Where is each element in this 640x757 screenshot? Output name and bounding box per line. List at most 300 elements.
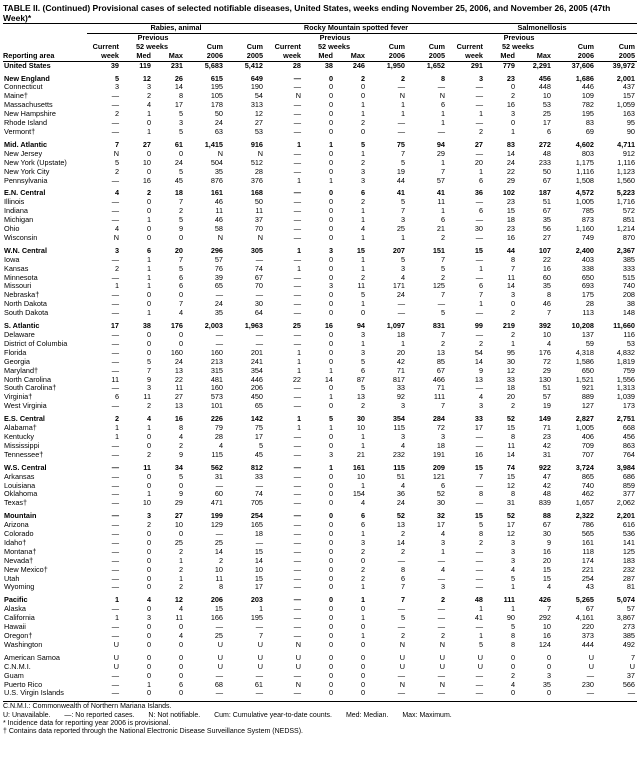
value-cell: 26 — [174, 74, 183, 83]
table-row — [3, 557, 637, 566]
value-cell: 90 — [506, 614, 515, 623]
value-cell: 354 — [250, 366, 263, 375]
value-cell: 81 — [626, 583, 635, 592]
value-cell: 1 — [328, 393, 333, 402]
value-cell: 24 — [174, 158, 183, 167]
value-cell: 1 — [360, 441, 365, 450]
value-cell: — — [255, 538, 263, 547]
value-cell: — — [293, 309, 301, 318]
table-row — [3, 623, 637, 632]
value-cell: 76 — [214, 264, 223, 273]
value-cell: 1,586 — [575, 357, 594, 366]
value-cell: N — [399, 640, 405, 649]
value-cell: U — [439, 662, 445, 671]
value-cell: 565 — [581, 530, 594, 539]
value-cell: 231 — [170, 61, 183, 70]
value-cell: 3 — [400, 264, 405, 273]
value-cell: 67 — [542, 207, 551, 216]
value-cell: 6 — [178, 282, 183, 291]
table-row — [3, 473, 637, 482]
value-cell: 0 — [328, 273, 333, 282]
value-cell: 125 — [622, 547, 635, 556]
value-cell: 1 — [478, 605, 483, 614]
value-cell: 3 — [440, 583, 445, 592]
value-cell: 174 — [581, 556, 594, 565]
value-cell: 0 — [510, 689, 515, 698]
reporting-area-cell: Illinois — [4, 198, 25, 207]
value-cell: — — [255, 481, 263, 490]
region-row — [3, 189, 637, 198]
value-cell: 1 — [328, 463, 333, 472]
value-cell: — — [111, 538, 119, 547]
value-cell: 15 — [214, 605, 223, 614]
value-cell: 0 — [546, 653, 551, 662]
value-cell: 16 — [506, 101, 515, 110]
value-cell: 1,657 — [575, 499, 594, 508]
value-cell: 6 — [478, 176, 483, 185]
value-cell: 466 — [432, 375, 445, 384]
table-row — [3, 575, 637, 584]
value-cell: 6 — [178, 273, 183, 282]
value-cell: 0 — [146, 167, 151, 176]
value-cell: 1 — [400, 233, 405, 242]
table-row — [3, 583, 637, 592]
value-cell: 1 — [146, 127, 151, 136]
value-cell: — — [293, 291, 301, 300]
value-cell: — — [293, 189, 301, 198]
value-cell: — — [293, 198, 301, 207]
value-cell: 0 — [328, 216, 333, 225]
value-cell: — — [111, 216, 119, 225]
value-cell: 168 — [250, 189, 263, 198]
value-cell: 190 — [250, 83, 263, 92]
value-cell: 160 — [210, 384, 223, 393]
value-cell: 1 — [360, 614, 365, 623]
value-cell: 160 — [170, 348, 183, 357]
value-cell: 851 — [622, 216, 635, 225]
header-year-2006: 2006 — [185, 52, 225, 61]
value-cell: U — [217, 640, 223, 649]
value-cell: 8 — [178, 92, 183, 101]
value-cell: 18 — [174, 189, 183, 198]
value-cell: 176 — [538, 348, 551, 357]
value-cell: 35 — [214, 309, 223, 318]
value-cell: 1,059 — [616, 101, 635, 110]
value-cell: — — [475, 233, 483, 242]
reporting-area-cell: Maryland† — [4, 366, 39, 375]
value-cell: 60 — [542, 273, 551, 282]
value-cell: — — [111, 583, 119, 592]
value-cell: 7 — [400, 596, 405, 605]
value-cell: 0 — [328, 662, 333, 671]
value-cell: 7 — [440, 402, 445, 411]
value-cell: U — [113, 653, 119, 662]
value-cell: 865 — [581, 472, 594, 481]
value-cell: U — [629, 662, 635, 671]
value-cell: — — [111, 348, 119, 357]
value-cell: — — [293, 300, 301, 309]
reporting-area-cell: New York (Upstate) — [4, 158, 67, 167]
value-cell: — — [293, 331, 301, 339]
value-cell: U — [477, 653, 483, 662]
value-cell: — — [475, 623, 483, 632]
value-cell: — — [475, 556, 483, 565]
value-cell: 7 — [440, 331, 445, 339]
value-cell: 53 — [542, 101, 551, 110]
value-cell: N — [295, 92, 301, 101]
value-cell: 15 — [356, 246, 365, 255]
value-cell: 23 — [542, 432, 551, 441]
reporting-area-cell: Missouri — [4, 282, 32, 291]
header-year-2005: 2005 — [407, 52, 447, 61]
table-row — [3, 309, 637, 318]
value-cell: 99 — [474, 322, 483, 331]
value-cell: U — [588, 662, 594, 671]
value-cell: 0 — [328, 198, 333, 207]
value-cell: 11 — [507, 273, 515, 282]
value-cell: 2 — [146, 189, 151, 198]
value-cell: 1,819 — [616, 357, 635, 366]
value-cell: 0 — [146, 583, 151, 592]
value-cell: 1 — [146, 273, 151, 282]
value-cell: 1 — [114, 596, 119, 605]
value-cell: 94 — [436, 140, 445, 149]
reporting-area-cell: Arizona — [4, 521, 29, 530]
value-cell: 0 — [178, 481, 183, 490]
value-cell: 176 — [170, 322, 183, 331]
value-cell: 668 — [622, 424, 635, 433]
value-cell: 8 — [510, 632, 515, 640]
value-cell: — — [255, 671, 263, 680]
value-cell: 273 — [622, 623, 635, 632]
value-cell: 130 — [538, 375, 551, 384]
value-cell: 0 — [178, 530, 183, 539]
value-cell: 5 — [178, 216, 183, 225]
value-cell: 64 — [254, 309, 263, 318]
value-cell: 1 — [146, 255, 151, 264]
value-cell: 0 — [328, 207, 333, 216]
value-cell: 4 — [178, 309, 183, 318]
value-cell: 31 — [542, 450, 551, 459]
value-cell: 16 — [542, 547, 551, 556]
value-cell: 0 — [328, 490, 333, 499]
value-cell: 52 — [436, 490, 445, 499]
value-cell: 922 — [538, 463, 551, 472]
value-cell: 61 — [254, 680, 263, 689]
value-cell: 0 — [546, 689, 551, 698]
value-cell: 118 — [582, 547, 594, 556]
table-row — [3, 376, 637, 385]
value-cell: 71 — [436, 384, 445, 393]
value-cell: 71 — [396, 366, 405, 375]
reporting-area-cell: Puerto Rico — [4, 680, 43, 689]
value-cell: 0 — [146, 565, 151, 574]
value-cell: — — [293, 463, 301, 472]
value-cell: 2 — [360, 119, 365, 128]
value-cell: 57 — [436, 176, 445, 185]
footnote-legend-item: Med: Median. — [345, 711, 389, 719]
value-cell: 8 — [478, 490, 483, 499]
value-cell: 2 — [360, 158, 365, 167]
value-cell: 48 — [542, 490, 551, 499]
reporting-area-cell: C.N.M.I. — [4, 662, 31, 671]
value-cell: 481 — [210, 375, 223, 384]
value-cell: — — [475, 384, 483, 393]
value-cell: 562 — [210, 463, 223, 472]
value-cell: — — [475, 671, 483, 680]
value-cell: 5 — [178, 264, 183, 273]
header-52-weeks: 52 weeks — [135, 42, 169, 51]
value-cell: 2,827 — [575, 415, 594, 424]
value-cell: 572 — [622, 207, 635, 216]
value-cell: U — [257, 662, 263, 671]
value-cell: 4 — [114, 189, 119, 198]
value-cell: 5 — [510, 574, 515, 583]
value-cell: 1 — [296, 424, 301, 433]
value-cell: 12 — [254, 110, 263, 119]
value-cell: 6 — [440, 481, 445, 490]
reporting-area-cell: Kentucky — [4, 432, 35, 441]
value-cell: 0 — [146, 207, 151, 216]
value-cell: 1 — [328, 424, 333, 433]
value-cell: 58 — [214, 225, 223, 234]
reporting-area-cell: Rhode Island — [4, 119, 48, 128]
value-cell: — — [397, 623, 405, 632]
value-cell: 116 — [623, 331, 635, 339]
table-row — [3, 654, 637, 663]
value-cell: 0 — [146, 481, 151, 490]
value-cell: 28 — [254, 167, 263, 176]
value-cell: 27 — [174, 393, 183, 402]
value-cell: 11 — [143, 393, 151, 402]
value-cell: 160 — [210, 348, 223, 357]
value-cell: — — [293, 623, 301, 632]
table-row — [3, 367, 637, 376]
value-cell: 0 — [328, 291, 333, 300]
table-row — [3, 83, 637, 92]
value-cell: 0 — [328, 614, 333, 623]
value-cell: 213 — [210, 357, 223, 366]
value-cell: 1,716 — [616, 198, 635, 207]
reporting-area-cell: Texas† — [4, 499, 28, 508]
value-cell: — — [293, 512, 301, 521]
value-cell: 272 — [538, 140, 551, 149]
value-cell: 1 — [440, 207, 445, 216]
value-cell: — — [475, 216, 483, 225]
value-cell: 74 — [506, 463, 515, 472]
value-cell: 1 — [360, 339, 365, 348]
value-cell: 3 — [440, 432, 445, 441]
value-cell: 1,097 — [386, 322, 405, 331]
value-cell: 3 — [328, 450, 333, 459]
value-cell: 31 — [506, 499, 515, 508]
value-cell: 3 — [510, 556, 515, 565]
value-cell: — — [397, 127, 405, 136]
value-cell: 17 — [506, 521, 515, 530]
value-cell: 0 — [328, 640, 333, 649]
value-cell: — — [437, 83, 445, 92]
value-cell: 25 — [542, 110, 551, 119]
value-cell: — — [293, 255, 301, 264]
value-cell: 0 — [146, 640, 151, 649]
value-cell: 18 — [254, 530, 263, 539]
value-cell: 1 — [114, 432, 119, 441]
value-cell: 36 — [474, 189, 483, 198]
value-cell: U — [257, 640, 263, 649]
value-cell: 1 — [510, 583, 515, 592]
reporting-area-cell: Georgia — [4, 357, 30, 366]
value-cell: 0 — [146, 632, 151, 640]
value-cell: — — [293, 614, 301, 623]
value-cell: 0 — [146, 149, 151, 158]
value-cell: 35 — [214, 167, 223, 176]
value-cell: 119 — [139, 61, 151, 70]
value-cell: N — [295, 680, 301, 689]
value-cell: — — [215, 331, 223, 339]
value-cell: 102 — [502, 189, 515, 198]
value-cell: 2 — [146, 402, 151, 411]
value-cell: 6 — [360, 521, 365, 530]
value-cell: 0 — [178, 331, 183, 339]
value-cell: — — [293, 282, 301, 291]
value-cell: 0 — [178, 671, 183, 680]
value-cell: — — [111, 556, 119, 565]
value-cell: 16 — [142, 176, 151, 185]
value-cell: — — [111, 472, 119, 481]
value-cell: — — [475, 273, 483, 282]
value-cell: 373 — [581, 632, 594, 640]
reporting-area-cell: North Carolina — [4, 375, 52, 384]
value-cell: — — [215, 530, 223, 539]
value-cell: 1,039 — [616, 393, 635, 402]
value-cell: 18 — [506, 216, 515, 225]
value-cell: 67 — [542, 521, 551, 530]
value-cell: U — [399, 653, 405, 662]
value-cell: 14 — [396, 538, 405, 547]
value-cell: 1,556 — [616, 375, 635, 384]
value-cell: — — [111, 605, 119, 614]
value-cell: 206 — [250, 384, 263, 393]
value-cell: 1 — [114, 282, 119, 291]
value-cell: 6 — [440, 101, 445, 110]
value-cell: 0 — [328, 110, 333, 119]
value-cell: — — [111, 680, 119, 689]
value-cell: 113 — [582, 309, 594, 318]
value-cell: 0 — [328, 472, 333, 481]
value-cell: 161 — [581, 538, 594, 547]
value-cell: — — [293, 207, 301, 216]
value-cell: 151 — [432, 246, 445, 255]
value-cell: 27 — [142, 140, 151, 149]
reporting-area-cell: Virginia† — [4, 393, 33, 402]
value-cell: 16 — [506, 233, 515, 242]
reporting-area-cell: Vermont† — [4, 127, 36, 136]
value-cell: 44 — [506, 246, 515, 255]
value-cell: 0 — [328, 119, 333, 128]
value-cell: 207 — [392, 246, 405, 255]
value-cell: 4 — [440, 565, 445, 574]
value-cell: 3 — [360, 176, 365, 185]
value-cell: — — [437, 671, 445, 680]
value-cell: N — [399, 680, 405, 689]
value-cell: — — [293, 216, 301, 225]
table-row — [3, 110, 637, 119]
value-cell: — — [111, 623, 119, 632]
value-cell: 0 — [328, 300, 333, 309]
value-cell: 12 — [174, 596, 183, 605]
header-max: Max — [335, 52, 367, 61]
value-cell: 0 — [328, 547, 333, 556]
footnote-legend-item: U: Unavailable. — [3, 711, 51, 719]
header-cum: Cum — [388, 42, 405, 51]
value-cell: 0 — [328, 689, 333, 698]
value-cell: 764 — [622, 450, 635, 459]
value-cell: 0 — [146, 530, 151, 539]
value-cell: 313 — [250, 101, 263, 110]
table-row — [3, 689, 637, 698]
value-cell: 5 — [178, 167, 183, 176]
value-cell: 39,972 — [612, 61, 635, 70]
value-cell: 0 — [328, 158, 333, 167]
value-cell: 10 — [356, 424, 365, 433]
value-cell: — — [293, 225, 301, 234]
table-row — [3, 119, 637, 128]
value-cell: 141 — [622, 538, 635, 547]
value-cell: 889 — [581, 393, 594, 402]
value-cell: 124 — [538, 640, 551, 649]
value-cell: 5 — [400, 255, 405, 264]
value-cell: 912 — [622, 149, 635, 158]
table-row — [3, 159, 637, 168]
value-cell: — — [475, 149, 483, 158]
reporting-area-cell: Massachusetts — [4, 101, 53, 110]
value-cell: 0 — [360, 671, 365, 680]
value-cell: — — [111, 331, 119, 339]
table-row — [3, 216, 637, 225]
value-cell: 1 — [146, 110, 151, 119]
value-cell: 876 — [210, 176, 223, 185]
value-cell: — — [293, 547, 301, 556]
header-week: week — [265, 52, 303, 61]
value-cell: 3 — [328, 282, 333, 291]
value-cell: 0 — [328, 574, 333, 583]
value-cell: 616 — [622, 521, 635, 530]
value-cell: 3 — [146, 512, 151, 521]
value-cell: 11 — [255, 207, 263, 216]
value-cell: — — [111, 490, 119, 499]
value-cell: 199 — [210, 512, 223, 521]
value-cell: N — [295, 640, 301, 649]
value-cell: 377 — [622, 490, 635, 499]
value-cell: 7 — [400, 149, 405, 158]
value-cell: 3 — [146, 83, 151, 92]
footnote-cnmi: C.N.M.I.: Commonwealth of Northern Mariana Islands. — [3, 703, 172, 711]
value-cell: 0 — [328, 538, 333, 547]
value-cell: 649 — [250, 74, 263, 83]
value-cell: 161 — [210, 189, 223, 198]
value-cell: 29 — [506, 176, 515, 185]
value-cell: 0 — [178, 623, 183, 632]
value-cell: — — [293, 481, 301, 490]
value-cell: 57 — [542, 393, 551, 402]
value-cell: 1,116 — [617, 158, 635, 167]
value-cell: 0 — [360, 83, 365, 92]
value-cell: 3 — [510, 291, 515, 300]
value-cell: 0 — [146, 671, 151, 680]
value-cell: 4 — [146, 101, 151, 110]
group-rabies: Rabies, animal — [87, 24, 265, 33]
value-cell: 3 — [510, 538, 515, 547]
